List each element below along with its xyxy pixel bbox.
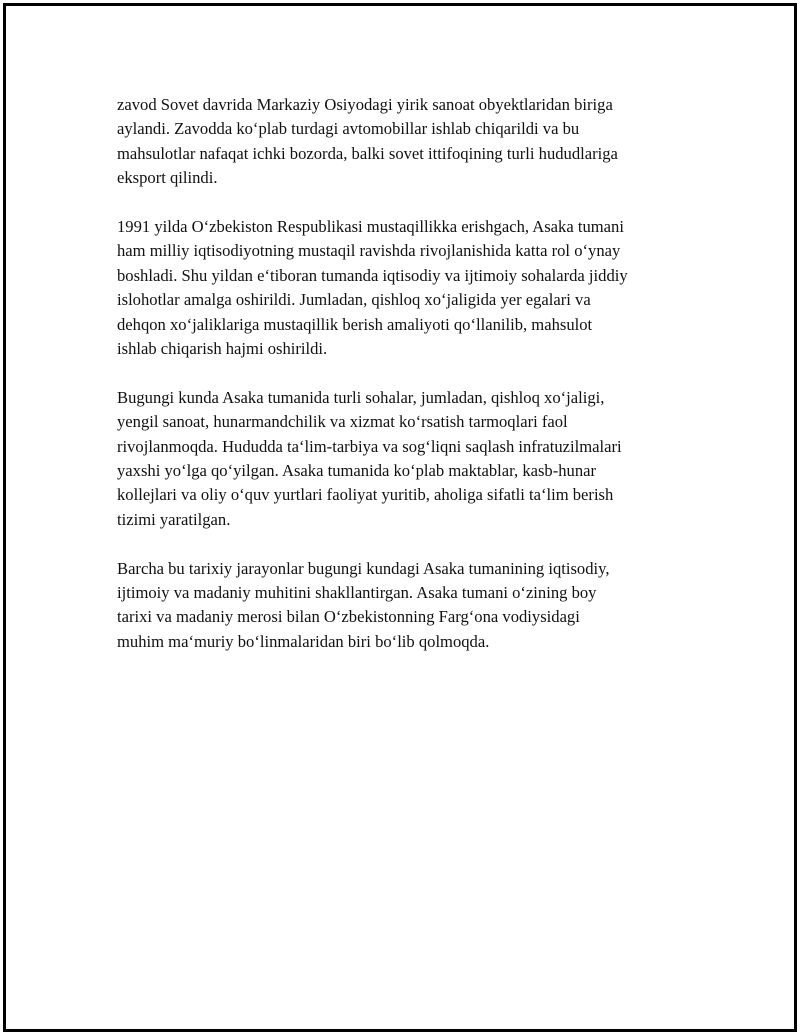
text-line: boshladi. Shu yildan eʻtiboran tumanda iqtisodiy va ijtimoiy sohalarda jiddiy	[117, 265, 628, 285]
text-line: tizimi yaratilgan.	[117, 509, 231, 529]
paragraph-3	[117, 386, 687, 532]
paragraph-2	[117, 215, 687, 361]
text-line: mahsulotlar nafaqat ichki bozorda, balki sovet ittifoqining turli hududlariga	[117, 143, 618, 163]
text-line: kollejlari va oliy oʻquv yurtlari faoliyat yuritib, aholiga sifatli taʻlim berish	[117, 485, 614, 505]
text-line: aylandi. Zavodda koʻplab turdagi avtomobillar ishlab chiqarildi va bu	[117, 119, 580, 139]
text-line: 1991 yilda Oʻzbekiston Respublikasi mustaqillikka erishgach, Asaka tumani	[117, 217, 624, 237]
text-line: ham milliy iqtisodiyotning mustaqil ravishda rivojlanishida katta rol oʻynay	[117, 241, 621, 261]
text-line: Bugungi kunda Asaka tumanida turli sohalar, jumladan, qishloq xoʻjaligi,	[117, 387, 605, 407]
document-body	[117, 93, 687, 679]
text-line: islohotlar amalga oshirildi. Jumladan, qishloq xoʻjaligida yer egalari va	[117, 290, 591, 310]
text-line: muhim maʻmuriy boʻlinmalaridan biri boʻlib qolmoqda.	[117, 631, 490, 651]
text-line: Barcha bu tarixiy jarayonlar bugungi kundagi Asaka tumanining iqtisodiy,	[117, 558, 610, 578]
paragraph-1	[117, 93, 687, 191]
text-line: eksport qilindi.	[117, 168, 218, 188]
text-line: yengil sanoat, hunarmandchilik va xizmat koʻrsatish tarmoqlari faol	[117, 412, 568, 432]
text-line: zavod Sovet davrida Markaziy Osiyodagi yirik sanoat obyektlaridan biriga	[117, 95, 613, 114]
text-line: yaxshi yoʻlga qoʻyilgan. Asaka tumanida koʻplab maktablar, kasb-hunar	[117, 461, 597, 481]
text-line: ishlab chiqarish hajmi oshirildi.	[117, 339, 328, 359]
paragraph-4	[117, 557, 687, 655]
text-line: ijtimoiy va madaniy muhitini shakllantirgan. Asaka tumani oʻzining boy	[117, 583, 597, 603]
text-line: tarixi va madaniy merosi bilan Oʻzbekistonning Fargʻona vodiysidagi	[117, 607, 580, 627]
text-line: dehqon xoʻjaliklariga mustaqillik berish amaliyoti qoʻllanilib, mahsulot	[117, 314, 593, 334]
text-line: rivojlanmoqda. Hududda taʻlim-tarbiya va sogʻliqni saqlash infratuzilmalari	[117, 436, 622, 456]
